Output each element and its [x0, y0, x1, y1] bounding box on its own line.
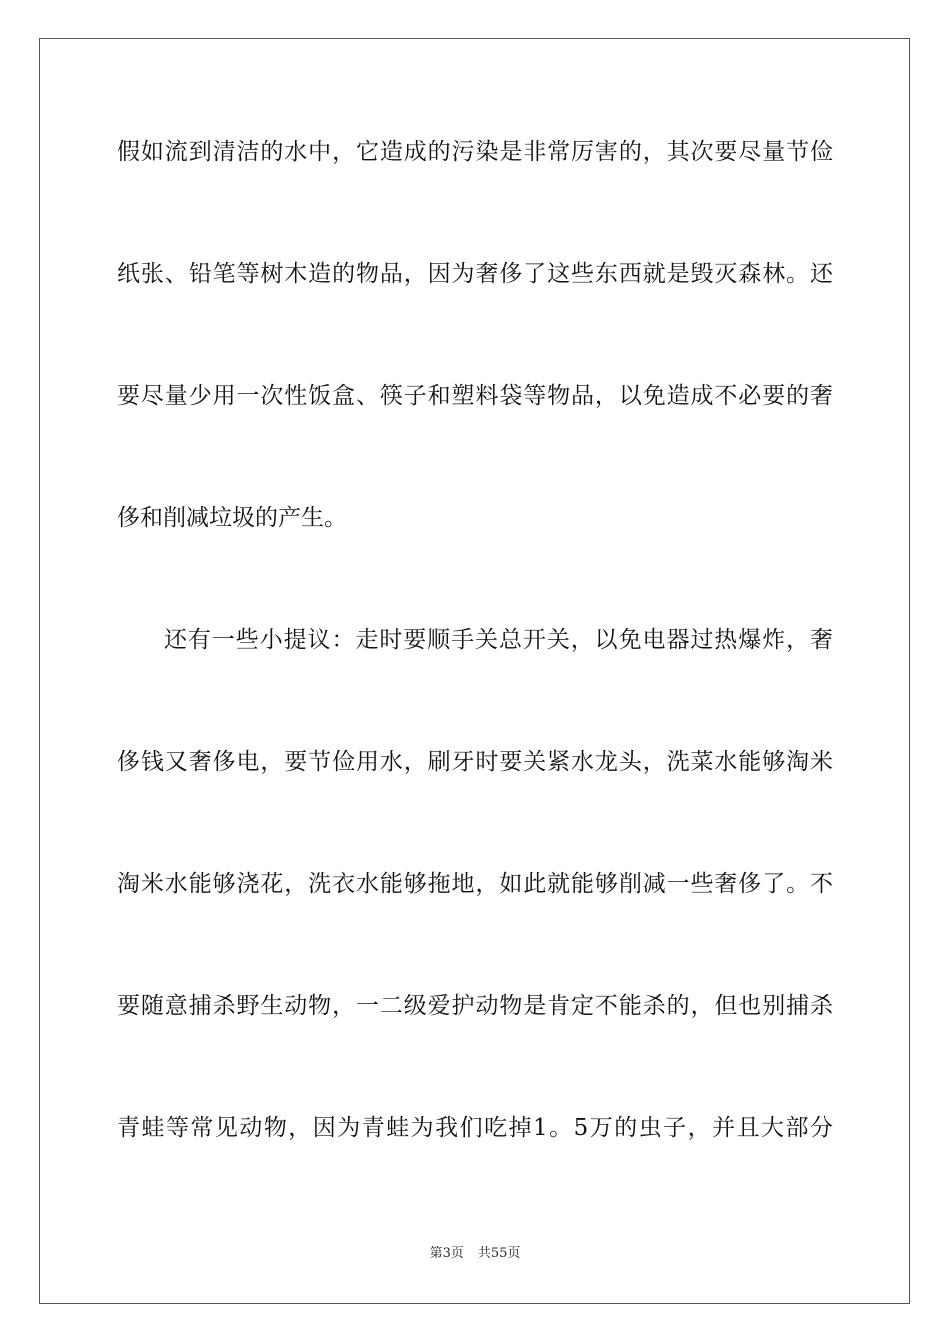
- text-line-3: 要尽量少用一次性饭盒、筷子和塑料袋等物品，以免造成不必要的奢: [117, 383, 833, 409]
- text-line-9: 青蛙等常见动物，因为青蛙为我们吃掉1。5万的虫子，并且大部分: [117, 1115, 833, 1141]
- page-footer: [0, 1245, 950, 1263]
- text-line-1: 假如流到清洁的水中，它造成的污染是非常厉害的，其次要尽量节俭: [117, 139, 833, 165]
- text-line-8: 要随意捕杀野生动物，一二级爱护动物是肯定不能杀的，但也别捕杀: [117, 993, 833, 1019]
- text-line-7: 淘米水能够浇花，洗衣水能够拖地，如此就能够削减一些奢侈了。不: [117, 871, 833, 897]
- text-line-5: 还有一些小提议：走时要顺手关总开关，以免电器过热爆炸，奢: [164, 627, 833, 653]
- text-line-4: 侈和削减垃圾的产生。: [117, 505, 347, 531]
- text-line-2: 纸张、铅笔等树木造的物品，因为奢侈了这些东西就是毁灭森林。还: [117, 261, 833, 287]
- total-pages: 共55页: [477, 1246, 521, 1261]
- text-line-6: 侈钱又奢侈电，要节俭用水，刷牙时要关紧水龙头，洗菜水能够淘米: [117, 749, 833, 775]
- page-number: 第3页: [429, 1246, 464, 1261]
